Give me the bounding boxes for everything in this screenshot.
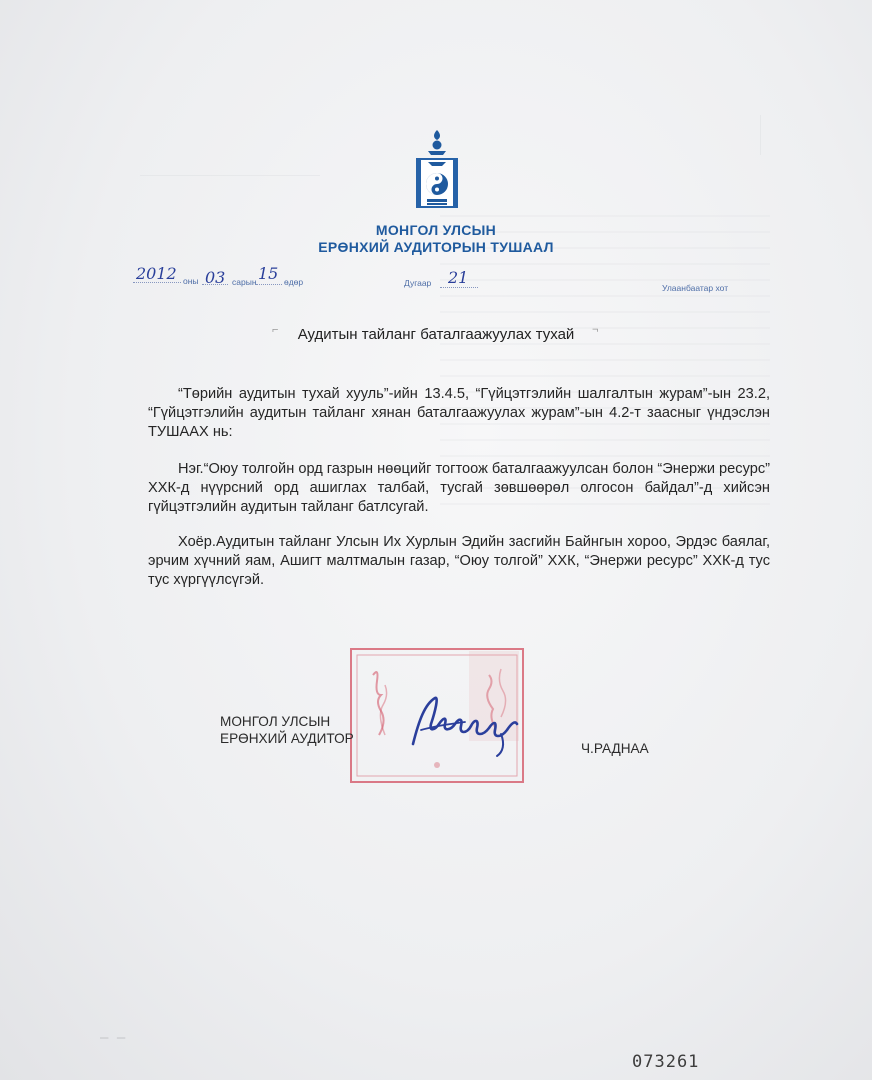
- place-label: Улаанбаатар хот: [662, 283, 729, 293]
- paragraph-item-one: Нэг.“Оюу толгойн орд газрын нөөцийг тогтоож баталгаажуулсан болон “Энержи ресурс” ХХК-д нүүрсний орд ашиглах талбай, тусгай зөвшөөрөл олгосон байдал”-д хийсэн гүйцэтгэлийн аудитын тайланг батлсугай.: [148, 461, 770, 515]
- year-suffix: оны: [183, 276, 199, 286]
- serial-number: 073261: [632, 1052, 700, 1072]
- faint-bleed-code: — —: [100, 1030, 126, 1046]
- paragraph-preamble: “Төрийн аудитын тухай хууль”-ийн 13.4.5, “Гүйцэтгэлийн шалгалтын журам”-ын 23.2, “Гүйцэтгэлийн аудитын тайланг хянан баталгаажуулах журам”-ын 4.2-т заасныг үндэслэн ТУШААХ нь:: [148, 386, 770, 440]
- month-suffix: сарын: [232, 277, 257, 287]
- signatory-title-line2: ЕРӨНХИЙ АУДИТОР: [220, 731, 354, 746]
- date-year: 2012: [136, 264, 177, 283]
- signatory-name: Ч.РАДНАА: [581, 741, 649, 756]
- day-underline: [256, 284, 282, 285]
- subject-title: Аудитын тайланг баталгаажуулах тухай: [297, 326, 575, 343]
- date-day: 15: [258, 264, 279, 283]
- header-line1: МОНГОЛ УЛСЫН: [375, 222, 497, 238]
- handwritten-signature: [405, 690, 530, 760]
- signatory-title-line1: МОНГОЛ УЛСЫН: [220, 714, 331, 729]
- number-underline: [440, 287, 478, 288]
- subject-bracket-left: ⌐: [272, 324, 279, 336]
- subject-bracket-right: ¬: [592, 324, 599, 336]
- order-number: 21: [448, 268, 469, 287]
- year-underline: [133, 282, 181, 283]
- soyombo-emblem-icon: [412, 128, 462, 212]
- day-suffix: өдөр: [284, 277, 304, 287]
- month-underline: [202, 284, 228, 285]
- paragraph-item-two: Хоёр.Аудитын тайланг Улсын Их Хурлын Эдийн засгийн Байнгын хороо, Эрдэс баялаг, эрчим хүчний яам, Ашигт малтмалын газар, “Оюу толгой” ХХК, “Энержи ресурс” ХХК-д тус тус хүргүүлсүгэй.: [148, 534, 770, 588]
- date-month: 03: [205, 268, 226, 287]
- header-line2: ЕРӨНХИЙ АУДИТОРЫН ТУШААЛ: [318, 239, 554, 255]
- number-label: Дугаар: [404, 278, 432, 288]
